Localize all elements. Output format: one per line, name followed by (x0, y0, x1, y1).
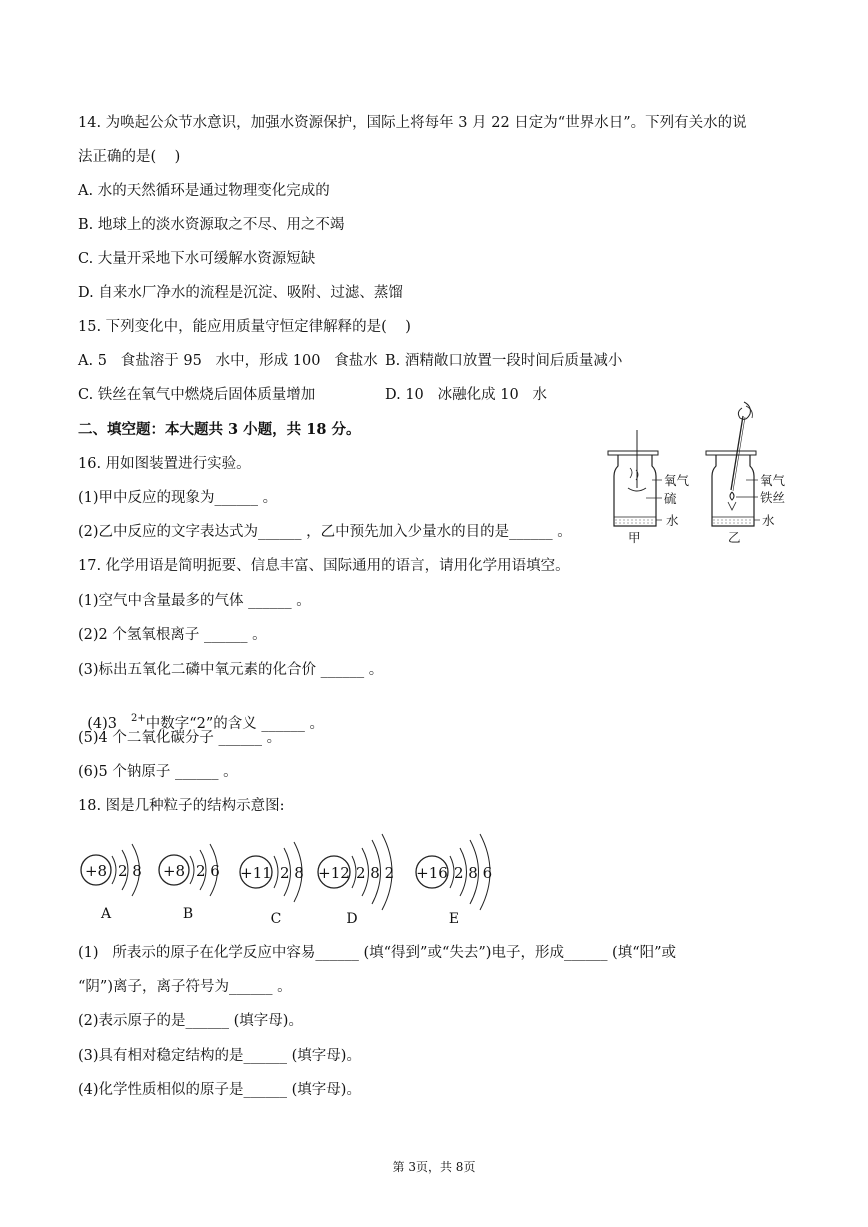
label-oxygen-yi: 氧气 (760, 473, 786, 488)
nucleus-e: +16 (416, 864, 448, 882)
q14-stem-line1: 14. 为唤起公众节水意识，加强水资源保护，国际上将每年 3 月 22 日定为“世界水日”。下列有关水的说 (78, 115, 747, 131)
q16-apparatus-figure (606, 400, 806, 546)
q15-option-d: D. 10 冰融化成 10 水 (385, 387, 547, 403)
shells-d: 2 8 2 (356, 864, 395, 882)
jar-jia (608, 430, 662, 526)
nucleus-d: +12 (318, 864, 350, 882)
shells-a: 2 8 (118, 862, 142, 880)
q17-part5: (5)4 个二氧化碳分子 ______ 。 (78, 730, 282, 746)
q18-stem: 18. 图是几种粒子的结构示意图: (78, 798, 285, 814)
label-d: D (346, 911, 358, 926)
label-iron-wire: 铁丝 (760, 490, 786, 505)
q18-part4: (4)化学性质相似的原子是______ (填字母)。 (78, 1082, 361, 1098)
q15-stem: 15. 下列变化中，能应用质量守恒定律解释的是( ) (78, 319, 411, 335)
label-water-jia: 水 (666, 513, 679, 528)
q17-stem: 17. 化学用语是简明扼要、信息丰富、国际通用的语言，请用化学用语填空。 (78, 558, 570, 574)
shells-c: 2 8 (280, 864, 304, 882)
page-footer: 第 3页，共 8页 (392, 1160, 476, 1174)
q14-option-d: D. 自来水厂净水的流程是沉淀、吸附、过滤、蒸馏 (78, 285, 403, 301)
q18-part1-line1: (1) 所表示的原子在化学反应中容易______ (填“得到”或“失去”)电子，形成______ (填“阳”或 (78, 945, 677, 961)
q17-part1: (1)空气中含量最多的气体 ______ 。 (78, 593, 311, 609)
q16-stem: 16. 用如图装置进行实验。 (78, 456, 251, 472)
nucleus-c: +11 (240, 864, 272, 882)
jar-yi (706, 402, 760, 526)
q18-part3: (3)具有相对稳定结构的是______ (填字母)。 (78, 1048, 361, 1064)
q17-part2: (2)2 个氢氧根离子 ______ 。 (78, 627, 267, 643)
shells-b: 2 6 (196, 862, 220, 880)
label-sulfur: 硫 (664, 491, 677, 506)
label-oxygen-jia: 氧气 (664, 473, 690, 488)
q17-part3: (3)标出五氧化二磷中氧元素的化合价 ______ 。 (78, 662, 384, 678)
label-e: E (448, 911, 460, 926)
nucleus-a: +8 (84, 862, 108, 880)
shells-e: 2 8 6 (454, 864, 493, 882)
label-water-yi: 水 (762, 513, 775, 528)
q17-part4-rest: 中数字“2”的含义 ______ 。 (145, 716, 325, 732)
q18-part1-line2: “阴”)离子，离子符号为______ 。 (78, 979, 292, 995)
section-heading: 二、填空题：本大题共 3 小题，共 18 分。 (78, 421, 361, 438)
label-c: C (270, 911, 282, 926)
q17-part4-prefix: (4)3 (87, 716, 117, 732)
label-a: A (100, 906, 112, 922)
nucleus-b: +8 (162, 862, 186, 880)
q14-stem-line2: 法正确的是( ) (78, 149, 181, 165)
q18-particle-diagrams (76, 826, 516, 926)
q16-part1: (1)甲中反应的现象为______ 。 (78, 490, 278, 506)
q14-option-c: C. 大量开采地下水可缓解水资源短缺 (78, 251, 316, 267)
q15-option-c: C. 铁丝在氧气中燃烧后固体质量增加 (78, 387, 316, 403)
q17-part4-superscript: 2+ (130, 713, 146, 724)
caption-jia: 甲 (628, 530, 641, 545)
label-b: B (182, 906, 194, 922)
q14-option-a: A. 水的天然循环是通过物理变化完成的 (78, 183, 330, 199)
q15-option-b: B. 酒精敞口放置一段时间后质量减小 (385, 353, 623, 369)
q16-part2: (2)乙中反应的文字表达式为______ ，乙中预先加入少量水的目的是______ 。 (78, 524, 572, 540)
q18-part2: (2)表示原子的是______ (填字母)。 (78, 1013, 303, 1029)
q17-part6: (6)5 个钠原子 ______ 。 (78, 764, 238, 780)
caption-yi: 乙 (728, 530, 741, 545)
q15-option-a: A. 5 食盐溶于 95 水中，形成 100 食盐水 (78, 353, 378, 369)
q14-option-b: B. 地球上的淡水资源取之不尽、用之不竭 (78, 217, 345, 233)
